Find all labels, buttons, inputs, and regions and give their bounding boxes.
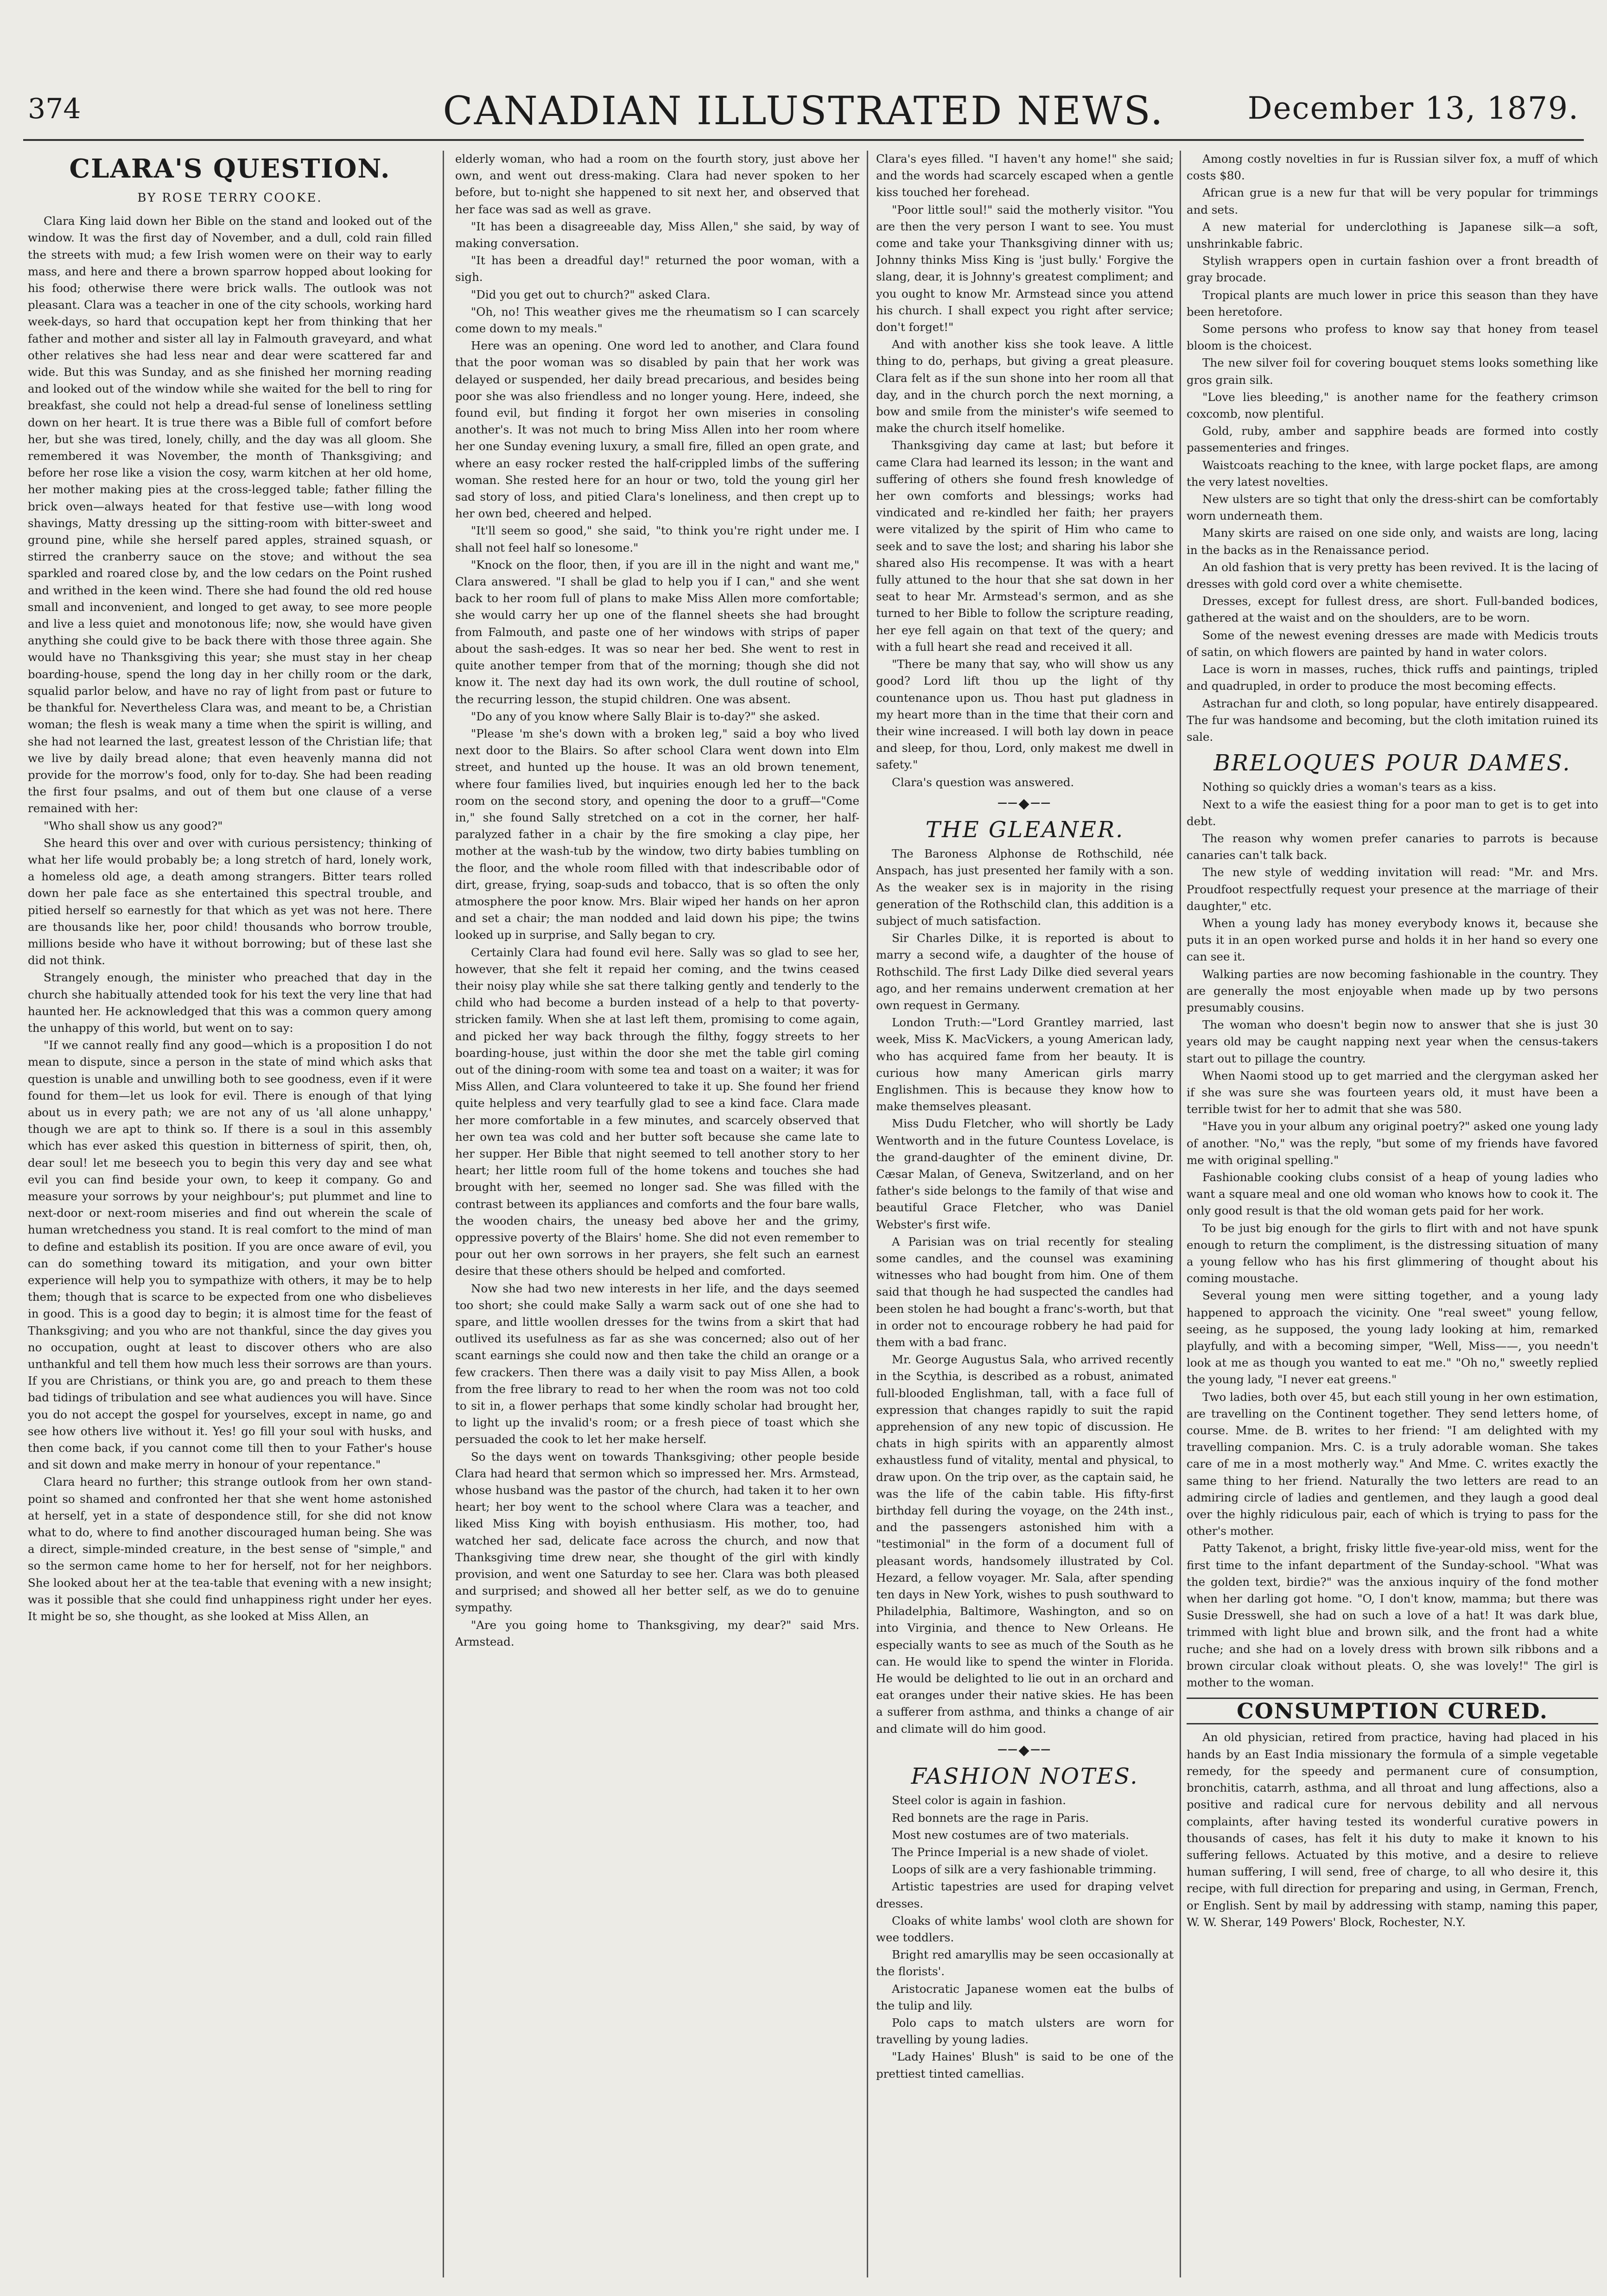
fashion-note: Among costly novelties in fur is Russian silver fox, a muff of which costs $80. <box>1187 152 1598 183</box>
fashion-note: Astrachan fur and cloth, so long popular, have entirely disappeared. The fur was handsome and becoming, but the cloth imitation ruined its sale. <box>1187 696 1598 744</box>
fashion-note: Waistcoats reaching to the knee, with large pocket flaps, are among the very latest novelties. <box>1187 458 1598 489</box>
fashion-item: Aristocratic Japanese women eat the bulbs of the tulip and lily. <box>876 1982 1174 2012</box>
breloques-item: Walking parties are now becoming fashionable in the country. They are generally the most enjoyable when made up by two persons presumably cousins. <box>1187 967 1598 1014</box>
masthead: CANADIAN ILLUSTRATED NEWS. <box>443 88 1164 134</box>
fashion-note: "Love lies bleeding," is another name for the feathery crimson coxcomb, now plentiful. <box>1187 390 1598 421</box>
breloques-item: "Have you in your album any original poetry?" asked one young lady of another. "No," was the reply, "but some of my friends have favored me with original spelling." <box>1187 1119 1598 1167</box>
column-3 <box>876 151 1174 2277</box>
gleaner-paragraph: The Baroness Alphonse de Rothschild, née Anspach, has just presented her family with a son. As the weaker sex is in majority in the rising generation of the Rothschild clan, this addition is a subject of much satisfaction. <box>876 847 1174 928</box>
column-2 <box>455 151 859 2277</box>
gleaner-paragraph: Miss Dudu Fletcher, who will shortly be Lady Wentworth and in the future Countess Lovelace, is the grand-daughter of the eminent divine, Dr. Cæsar Malan, of Geneva, Switzerland, and on her father's side belongs to the family of that wise and beautiful Grace Fletcher, who was Daniel Webster's first wife. <box>876 1117 1174 1231</box>
consumption-text: An old physician, retired from practice, having had placed in his hands by an East India missionary the formula of a simple vegetable remedy, for the speedy and permanent cure of consumption, bronchitis, catarrh, asthma, and all throat and lung affections, also a positive and radical cure for nervous debility and all nervous complaints, after having tested its wonderful curative powers in thousands of cases, has felt it his duty to make it known to his suffering fellows. Actuated by this motive, and a desire to relieve human suffering, I will send, free of charge, to all who desire it, this recipe, with full direction for preparing and using, in German, French, or English. Sent by mail by addressing with stamp, naming this paper, W. W. Sherar, 149 Powers' Block, Rochester, N.Y. <box>1187 1730 1598 1929</box>
breloques-item: Next to a wife the easiest thing for a poor man to get is to get into debt. <box>1187 797 1598 828</box>
fashion-note: Many skirts are raised on one side only, and waists are long, lacing in the backs as in the Renaissance period. <box>1187 526 1598 557</box>
breloques-item: Fashionable cooking clubs consist of a heap of young ladies who want a square meal and one old woman who knows how to cook it. The only good result is that the old woman gets paid for her work. <box>1187 1170 1598 1218</box>
gleaner-paragraph: Mr. George Augustus Sala, who arrived recently in the Scythia, is described as a robust, animated full-blooded Englishman, tall, with a face full of expression that changes rapidly to suit the rapid apprehension of any new topic of discussion. He chats in high spirits with an apparently almost exhaustless fund of vitality, mental and physical, to draw upon. On the trip over, as the captain said, he was the life of the cabin table. His fifty-first birthday fell during the voyage, on the 24th inst., and the passengers astonished him with a "testimonial" in the form of a document full of pleasant words, handsomely illustrated by Col. Hezard, a fellow voyager. Mr. Sala, after spending ten days in New York, wishes to push southward to Philadelphia, Baltimore, Washington, and so on into Virginia, and thence to New Orleans. He especially wants to see as much of the South as he can. He would like to spend the winter in Florida. He would be delighted to lie out in an orchard and eat oranges under their native skies. He has been a sufferer from asthma, and thinks a change of air and climate will do him good. <box>876 1353 1174 1736</box>
story-paragraph: elderly woman, who had a room on the fourth story, just above her own, and went out dress-making. Clara had never spoken to her before, but to-night she happened to sit next her, and observed that her face was sad as well as grave. <box>455 152 859 216</box>
fashion-note: Lace is worn in masses, ruches, thick ruffs and paintings, tripled and quadrupled, in order to produce the most becoming effects. <box>1187 662 1598 693</box>
fashion-note: The new silver foil for covering bouquet stems looks something like gros grain silk. <box>1187 356 1598 387</box>
fashion-note: Stylish wrappers open in curtain fashion over a front breadth of gray brocade. <box>1187 254 1598 285</box>
fashion-note: African grue is a new fur that will be very popular for trimmings and sets. <box>1187 186 1598 216</box>
breloques-item: Several young men were sitting together, and a young lady happened to approach the vicinity. One "real sweet" young fellow, seeing, as he supposed, the young lady looking at him, remarked playfully, and with a becoming simper, "Well, Miss——, you needn't look at me as though you wanted to eat me." "Oh no," sweetly replied the young lady, "I never eat greens." <box>1187 1289 1598 1387</box>
story-paragraph: Clara heard no further; this strange outlook from her own stand-point so shamed and confronted her that she went home astonished at herself, yet in a state of despondence still, for she did not know what to do, where to find another discouraged human being. She was a direct, simple-minded creature, in the best sense of "simple," and so the sermon came home to her for herself, not for her neighbors. She looked about her at the tea-table that evening with a new insight; was it possible that she could find unhappiness right under her eyes. It might be so, she thought, as she looked at Miss Allen, an <box>28 1475 432 1623</box>
fashion-note: Gold, ruby, amber and sapphire beads are formed into costly passementeries and fringes. <box>1187 424 1598 455</box>
gleaner-title: THE GLEANER. <box>925 816 1124 843</box>
story-paragraph: Here was an opening. One word led to another, and Clara found that the poor woman was so disabled by pain that her work was delayed or suspended, her daily bread precarious, and besides being poor she was also friendless and no longer young. Here, indeed, she found evil, but finding it forgot her own miseries in consoling another's. It was not much to bring Miss Allen into her room where her one Sunday evening luxury, a small fire, filled an open grate, and where an easy rocker rested the half-crippled limbs of the suffering woman. She rested here for an hour or two, told the young girl her sad story of loss, and pitied Clara's loneliness, and then crept up to her own bed, cheered and helped. <box>455 339 859 521</box>
story-paragraph: "It has been a dreadful day!" returned the poor woman, with a sigh. <box>455 254 859 284</box>
column-divider <box>443 151 444 2277</box>
story-paragraph: "It'll seem so good," she said, "to think you're right under me. I shall not feel half so lonesome." <box>455 524 859 554</box>
story-paragraph: "If we cannot really find any good—which is a proposition I do not mean to dispute, since a person in the state of mind which asks that question is unable and unwilling both to see goodness, even if it were found for them—let us look for evil. There is enough of that lying about us in every path; we are not any of us 'all alone unhappy,' though we are apt to think so. If there is a soul in this assembly which has ever asked this question in bitterness of spirit, then, oh, dear soul! let me beseech you to begin this very day and see what evil you can find beside your own, to keep it company. Go and measure your sorrows by your neighbour's; put plummet and line to next-door or next-room miseries and find out wherein the scale of human wretchedness you stand. It is real comfort to the mind of man to define and establish its position. If you are once aware of evil, you can do something toward its mitigation, and your own bitter experience will help you to sympathize with others, it may be to help them; though that is scarce to be expected from one who disbelieves in good. This is a good day to begin; it is almost time for the feast of Thanksgiving; and you who are not thankful, since the day gives you no occupation, ought at least to discover others who are also unthankful and tell them how much less their sorrows are than yours. If you are Christians, or think you are, go and preach to them these bad tidings of tribulation and see what audiences you will have. Since you do not accept the gospel for yourselves, except in name, go and see how others live without it. Yes! go fill your soul with husks, and then come back, if you cannot come till then to your Father's house and sit down and make merry in honour of your repentance." <box>28 1038 432 1472</box>
story-paragraph: Clara King laid down her Bible on the stand and looked out of the window. It was the first day of November, and a dull, cold rain filled the streets with mud; a few Irish women were on their way to early mass, and here and there a brown sparrow hopped about looking for his food; otherwise there were brick walls. The outlook was not pleasant. Clara was a teacher in one of the city schools, working hard week-days, so hard that occupation kept her from thinking that her father and mother and sister all lay in Falmouth graveyard, and what other relatives she had less near and dear were scattered far and wide. But this was Sunday, and as she finished her morning reading and looked out of the window while she waited for the bell to ring for breakfast, she could not help a dread-ful sense of loneliness settling down on her heart. It is true there was a Bible full of comfort before her, but she was tired, lonely, chilly, and the day was all gloom. She remembered it was November, the month of Thanksgiving; and before her rose like a vision the cosy, warm kitchen at her old home, her mother making pies at the cross-legged table; father filling the brick oven—always heated for that festive use—with long wood shavings, Matty dressing up the sitting-room with bitter-sweet and ground pine, while she herself pared apples, strained squash, or stirred the cranberry sauce on the stove; and without the sea sparkled and roared close by, and the low cedars on the Point rushed and writhed in the keen wind. There she had found the old red house small and inconvenient, and longed to get away, to see more people and live a less quiet and monotonous life; now, she would have given anything she could give to be back there with those three again. She would have no Thanksgiving this year; she must stay in her cheap boarding-house, spend the long day in her chilly room or the dark, squalid parlor below, and have no ray of light from past or future to be thankful for. Nevertheless Clara was, and meant to be, a Christian woman; the flesh is weak many a time when the spirit is willing, and she had not learned the last, greatest lesson of the Christian life; that we live by daily bread alone; that even heavenly manna did not provide for the morrow's food, only for to-day. She had been reading the first four psalms, and out of them but one clause of a verse remained with her: <box>28 214 432 815</box>
gleaner-paragraph: London Truth:—"Lord Grantley married, last week, Miss K. MacVickers, a young American lady, who has acquired fame from her beauty. It is curious how many American girls marry Englishmen. This is because they know how to make themselves pleasant. <box>876 1016 1174 1113</box>
story-paragraph: Certainly Clara had found evil here. Sally was so glad to see her, however, that she felt it repaid her coming, and the twins ceased their noisy play while she sat there talking gently and tenderly to the child who had become a burden instead of a help to that poverty-stricken family. When she at last left them, promising to come again, and picked her way back through the filthy, foggy streets to her boarding-house, just within the door she met the table girl coming out of the dining-room with some tea and toast on a waiter; it was for Miss Allen, and Clara volunteered to take it up. She found her friend quite helpless and very tearfully glad to see a kind face. Clara made her more comfortable in a few minutes, and scarcely observed that her own tea was cold and her butter soft because she came late to her supper. Her Bible that night seemed to tell another story to her heart; her little room full of the home tokens and touches she had brought with her, seemed no longer sad. She was filled with the contrast between its appliances and comforts and the four bare walls, the wooden chairs, the uneasy bed above her and the grimy, oppressive poverty of the Blairs' home. She did not even remember to pour out her own sorrows in her prayers, she felt such an earnest desire that these others should be helped and comforted. <box>455 945 859 1278</box>
gleaner-paragraph: A Parisian was on trial recently for stealing some candles, and the counsel was examining witnesses who had bought from him. One of them said that though he had suspected the candles had been stolen he had bought a franc's-worth, but that in order not to encourage robbery he had paid for them with a bad franc. <box>876 1234 1174 1349</box>
fashion-note: An old fashion that is very pretty has been revived. It is the lacing of dresses with gold cord over a white chemisette. <box>1187 560 1598 591</box>
story-title: CLARA'S QUESTION. <box>69 153 391 184</box>
story-paragraph: "It has been a disagreeable day, Miss Allen," she said, by way of making conversation. <box>455 219 859 250</box>
story-paragraph: "Oh, no! This weather gives me the rheumatism so I can scarcely come down to my meals." <box>455 305 859 336</box>
story-paragraph: "There be many that say, who will show us any good? Lord lift thou up the light of thy countenance upon us. Thou hast put gladness in my heart more than in the time that their corn and their wine increased. I will both lay down in peace and sleep, for thou, Lord, only makest me dwell in safety." <box>876 657 1174 772</box>
breloques-item: Two ladies, both over 45, but each still young in her own estimation, are travelling on the Continent together. They send letters home, of course. Mme. de B. writes to her friend: "I am delighted with my travelling companion. Mrs. C. is a truly adorable woman. She takes care of me in a most motherly way." And Mme. C. writes exactly the same thing to her friend. Naturally the two letters are read to an admiring circle of ladies and gentlemen, and they laugh a good deal over the highly ridiculous pair, each of which is trying to pass for the other's mother. <box>1187 1390 1598 1538</box>
story-paragraph: "Are you going home to Thanksgiving, my dear?" said Mrs. Armstead. <box>455 1618 859 1648</box>
breloques-item: Nothing so quickly dries a woman's tears as a kiss. <box>1202 780 1497 794</box>
breloques-item: When a young lady has money everybody knows it, because she puts it in an open worked purse and holds it in her hand so every one can see it. <box>1187 916 1598 964</box>
breloques-item: The woman who doesn't begin now to answer that she is just 30 years old may be caught napping next year when the census-takers start out to pillage the country. <box>1187 1018 1598 1065</box>
fashion-note: Dresses, except for fullest dress, are short. Full-banded bodices, gathered at the waist and on the shoulders, are to be worn. <box>1187 594 1598 625</box>
fashion-item: "Lady Haines' Blush" is said to be one of the prettiest tinted camellias. <box>876 2050 1174 2080</box>
breloques-item: To be just big enough for the girls to flirt with and not have spunk enough to return the compliment, is the distressing situation of many a young fellow who has his first glimmering of thought about his coming moustache. <box>1187 1221 1598 1285</box>
fashion-note: A new material for underclothing is Japanese silk—a soft, unshrinkable fabric. <box>1187 220 1598 251</box>
section-ornament: ──◆── <box>998 1742 1052 1758</box>
header-rule <box>23 139 1584 141</box>
gleaner-paragraph: Sir Charles Dilke, it is reported is about to marry a second wife, a daughter of the house of Rothschild. The first Lady Dilke died several years ago, and her remains underwent cremation at her own request in Germany. <box>876 931 1174 1012</box>
column-1 <box>28 151 432 2277</box>
fashion-item: Bright red amaryllis may be seen occasionally at the florists'. <box>876 1948 1174 1978</box>
fashion-item: Polo caps to match ulsters are worn for travelling by young ladies. <box>876 2016 1174 2047</box>
issue-date: December 13, 1879. <box>1247 90 1579 126</box>
fashion-note: Some of the newest evening dresses are made with Medicis trouts of satin, on which flowers are painted by hand in water colors. <box>1187 628 1598 659</box>
page-header <box>19 0 1588 148</box>
story-paragraph: Now she had two new interests in her life, and the days seemed too short; she could make Sally a warm sack out of one she had to spare, and little woollen dresses for the twins from a skirt that had outlived its usefulness as far as she was concerned; also out of her scant earnings she could now and then take the child an orange or a few crackers. Then there was a daily visit to pay Miss Allen, a book from the free library to read to her when the room was not too cold to sit in, a flower perhaps that some kindly scholar had brought her, to light up the invalid's room; or a fresh piece of toast which she persuaded the cook to let her make herself. <box>455 1281 859 1446</box>
story-paragraph: And with another kiss she took leave. A little thing to do, perhaps, but giving a great pleasure. Clara felt as if the sun shone into her room all that day, and in the church porch the next morning, a bow and smile from the minister's wife seemed to make the church itself homelike. <box>876 337 1174 435</box>
story-paragraph: So the days went on towards Thanksgiving; other people beside Clara had heard that sermon which so impressed her. Mrs. Armstead, whose husband was the pastor of the church, had taken it to her own heart; her boy went to the school where Clara was a teacher, and liked Miss King with boyish enthusiasm. His mother, too, had watched her sad, delicate face across the church, and now that Thanksgiving time drew near, she thought of the girl with kindly provision, and went one Saturday to see her. Clara was both pleased and surprised; and showed all her better self, as we do to genuine sympathy. <box>455 1450 859 1615</box>
story-paragraph: "Do any of you know where Sally Blair is to-day?" she asked. <box>471 709 820 723</box>
story-byline: BY ROSE TERRY COOKE. <box>137 191 323 205</box>
breloques-item: Patty Takenot, a bright, frisky little five-year-old miss, went for the first time to the infant department of the Sunday-school. "What was the golden text, birdie?" was the anxious inquiry of the fond mother when her darling got home. "O, I don't know, mamma; but there was Susie Dresswell, she had on such a love of a hat! It was dark blue, trimmed with light blue and brown silk, and the front had a white ruche; and she had on a lovely dress with brown silk ribbons and a brown circular cloak without pleats. O, she was lovely!" The girl is mother to the woman. <box>1187 1541 1598 1690</box>
page-number: 374 <box>28 93 81 125</box>
story-paragraph: Strangely enough, the minister who preached that day in the church she habitually attended took for his text the very line that had haunted her. He acknowledged that this was a common query among the unhappy of this world, but went on to say: <box>28 971 432 1035</box>
fashion-item: Loops of silk are a very fashionable trimming. <box>892 1863 1156 1876</box>
consumption-title: CONSUMPTION CURED. <box>1187 1698 1598 1724</box>
section-ornament: ──◆── <box>998 795 1052 812</box>
story-paragraph: Clara's eyes filled. "I haven't any home!" she said; and the words had scarcely escaped when a gentle kiss touched her forehead. <box>876 152 1174 199</box>
fashion-item: Red bonnets are the rage in Paris. <box>892 1811 1089 1825</box>
story-paragraph: "Knock on the floor, then, if you are ill in the night and want me," Clara answered. "I shall be glad to help you if I can," and she went back to her room full of plans to make Miss Allen more comfortable; she would carry her up one of the flannel sheets she had brought from Falmouth, and paste one of her windows with strips of paper about the sash-edges. It was so near her bed. She went to rest in quite another temper from that of the morning; though she did not know it. The next day had its own work, the dull routine of school, the recurring lesson, the stupid children. One was absent. <box>455 558 859 706</box>
story-paragraph: Thanksgiving day came at last; but before it came Clara had learned its lesson; in the want and suffering of others she found fresh knowledge of her own comforts and blessings; works had vindicated and re-kindled her faith; her prayers were vitalized by the spirit of Him who came to seek and to save the lost; and sharing his labor she shared also His recompense. It was with a heart fully attuned to the hour that she sat down in her seat to hear Mr. Armstead's sermon, and as she turned to her Bible to follow the scripture reading, her eye fell again on that text of the query; and with a full heart she read and received it all. <box>876 439 1174 654</box>
story-paragraph: "Did you get out to church?" asked Clara. <box>471 287 711 301</box>
column-divider <box>867 151 868 2277</box>
story-paragraph: Clara's question was answered. <box>892 775 1074 789</box>
story-paragraph: "Poor little soul!" said the motherly visitor. "You are then the very person I want to see. You must come and take your Thanksgiving dinner with us; Johnny thinks Miss King is 'just bully.' Forgive the slang, dear, it is Johnny's greatest compliment; and you ought to know Mr. Armstead since you attend his church. I shall expect you right after service; don't forget!" <box>876 203 1174 334</box>
fashion-note: Some persons who profess to know say that honey from teasel bloom is the choicest. <box>1187 322 1598 353</box>
fashion-title: FASHION NOTES. <box>911 1763 1139 1790</box>
fashion-item: Artistic tapestries are used for draping velvet dresses. <box>876 1880 1174 1910</box>
fashion-item: Cloaks of white lambs' wool cloth are shown for wee toddlers. <box>876 1914 1174 1944</box>
column-divider <box>1180 151 1181 2277</box>
story-paragraph: "Who shall show us any good?" <box>44 819 223 833</box>
fashion-note: Tropical plants are much lower in price this season than they have been heretofore. <box>1187 288 1598 318</box>
column-4 <box>1187 151 1598 2277</box>
fashion-note: New ulsters are so tight that only the dress-shirt can be comfortably worn underneath them. <box>1187 492 1598 523</box>
breloques-item: The reason why women prefer canaries to parrots is because canaries can't talk back. <box>1187 831 1598 862</box>
breloques-title: BRELOQUES POUR DAMES. <box>1213 750 1571 776</box>
breloques-item: The new style of wedding invitation will read: "Mr. and Mrs. Proudfoot respectfully request your presence at the marriage of their daughter," etc. <box>1187 865 1598 913</box>
fashion-item: Most new costumes are of two materials. <box>892 1828 1129 1842</box>
fashion-item: Steel color is again in fashion. <box>892 1794 1066 1807</box>
story-paragraph: She heard this over and over with curious persistency; thinking of what her life would probably be; a long stretch of hard, lonely work, a homeless old age, a death among strangers. Bitter tears rolled down her pale face as she entertained this spectral trouble, and pitied herself so earnestly for that which as yet was not here. There are thousands like her, poor child! thousands who borrow trouble, millions beside who have it without borrowing; but of these last she did not think. <box>28 836 432 967</box>
story-paragraph: "Please 'm she's down with a broken leg," said a boy who lived next door to the Blairs. So after school Clara went down into Elm street, and hunted up the house. It was an old brown tenement, where four families lived, but inquiries enough led her to the back room on the second story, and opening the door to a gruff—"Come in," she found Sally stretched on a cot in the corner, her half-paralyzed father in a chair by the fire smoking a clay pipe, her mother at the wash-tub by the window, two dirty babies tumbling on the floor, and the whole room filled with that indescribable odor of dirt, grease, frying, soap-suds and tobacco, that is so often the only atmosphere the poor know. Mrs. Blair wiped her hands on her apron and set a chair; the man nodded and laid down his pipe; the twins looked up in surprise, and Sally began to cry. <box>455 726 859 942</box>
fashion-item: The Prince Imperial is a new shade of violet. <box>892 1845 1149 1859</box>
breloques-item: When Naomi stood up to get married and the clergyman asked her if she was sure she was fourteen years old, it must have been a terrible twist for her to admit that she was 580. <box>1187 1068 1598 1116</box>
